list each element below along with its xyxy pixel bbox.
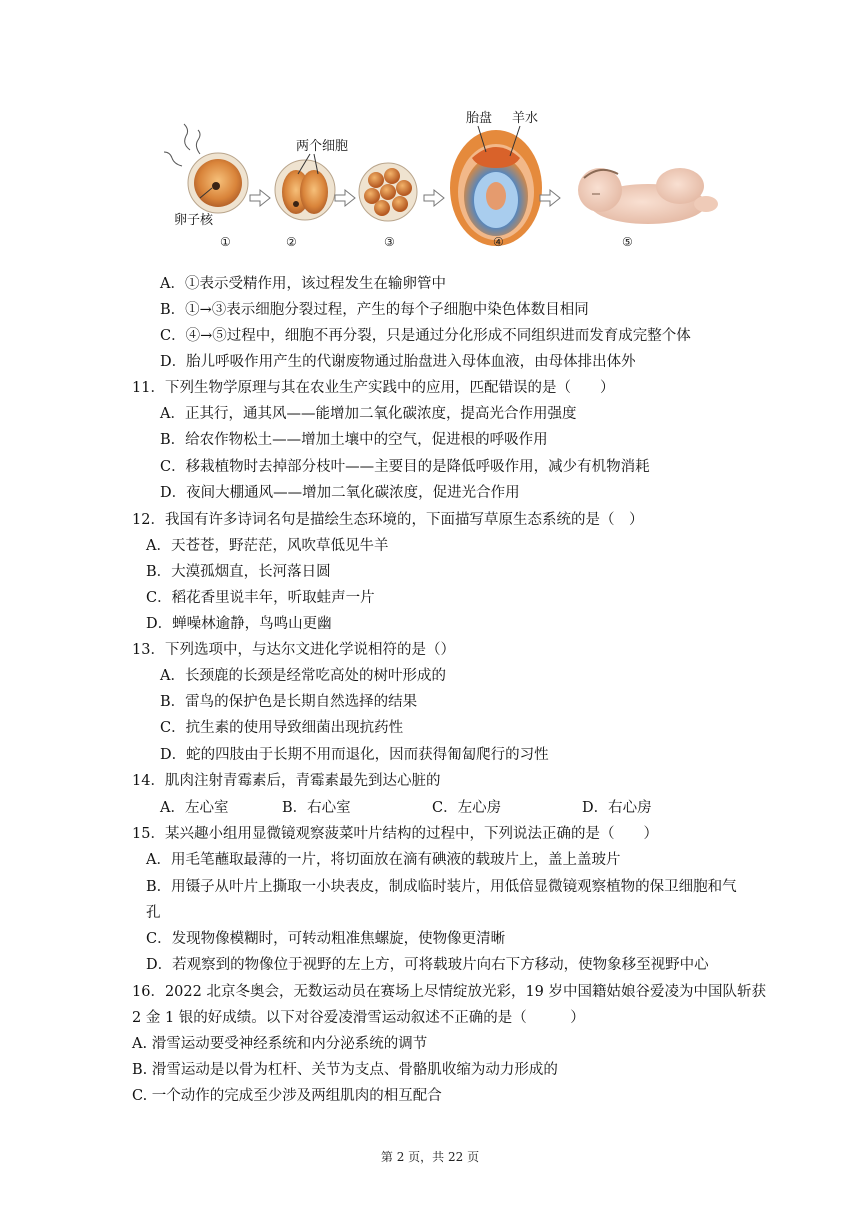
arrow-icon (250, 190, 270, 206)
q12-stem: 12．我国有许多诗词名句是描绘生态环境的，下面描写草原生态系统的是（ ） (132, 512, 644, 528)
q14-stem: 14．肌肉注射青霉素后，青霉素最先到达心脏的 (132, 773, 441, 789)
q14-option-b: B．右心室 (282, 800, 351, 816)
step-number-1: ① (220, 235, 231, 249)
q13-option-c: C．抗生素的使用导致细菌出现抗药性 (160, 720, 404, 736)
arrow-icon (335, 190, 355, 206)
step5-baby (578, 168, 718, 224)
q15-stem: 15．某兴趣小组用显微镜观察菠菜叶片结构的过程中，下列说法正确的是（ ） (132, 826, 658, 842)
placenta-label: 胎盘 (466, 111, 493, 126)
q10-option-c: C．④→⑤过程中，细胞不再分裂，只是通过分化形成不同组织进而发育成完整个体 (160, 328, 691, 344)
q11-stem: 11．下列生物学原理与其在农业生产实践中的应用，匹配错误的是（ ） (132, 380, 615, 396)
q12-option-d: D．蝉噪林逾静，鸟鸣山更幽 (146, 616, 332, 632)
q11-option-b: B．给农作物松土——增加土壤中的空气，促进根的呼吸作用 (160, 432, 548, 448)
development-diagram (160, 100, 720, 260)
step-number-2: ② (286, 235, 297, 249)
q15-option-b-line1: B．用镊子从叶片上撕取一小块表皮，制成临时装片，用低倍显微镜观察植物的保卫细胞和气 (146, 879, 737, 895)
q13-option-d: D．蛇的四肢由于长期不用而退化，因而获得匍匐爬行的习性 (160, 747, 549, 763)
q16-stem-line1: 16．2022 北京冬奥会，无数运动员在赛场上尽情绽放光彩，19 岁中国籍姑娘谷爱凌为中国队斩获 (132, 984, 767, 1000)
q11-option-a: A．正其行，通其风——能增加二氧化碳浓度，提高光合作用强度 (160, 406, 577, 422)
q14-option-a: A．左心室 (160, 800, 229, 816)
q10-option-d: D．胎儿呼吸作用产生的代谢废物通过胎盘进入母体血液，由母体排出体外 (160, 354, 636, 370)
q12-option-a: A．天苍苍，野茫茫，风吹草低见牛羊 (146, 538, 389, 554)
arrow-icon (424, 190, 444, 206)
step2-two-cells (275, 154, 335, 220)
q14-option-d: D．右心房 (582, 800, 652, 816)
q13-option-a: A．长颈鹿的长颈是经常吃高处的树叶形成的 (160, 668, 446, 684)
q11-option-d: D．夜间大棚通风——增加二氧化碳浓度，促进光合作用 (160, 485, 520, 501)
egg-nucleus-label: 卵子核 (174, 213, 214, 228)
step-number-5: ⑤ (622, 235, 633, 249)
step-number-3: ③ (384, 235, 395, 249)
step1-egg (164, 124, 248, 213)
step-number-4: ④ (493, 235, 504, 249)
q13-stem: 13．下列选项中，与达尔文进化学说相符的是（） (132, 642, 455, 658)
q15-option-a: A．用毛笔蘸取最薄的一片，将切面放在滴有碘液的载玻片上，盖上盖玻片 (146, 852, 621, 868)
q16-stem-line2: 2 金 1 银的好成绩。以下对谷爱凌滑雪运动叙述不正确的是（ ） (132, 1010, 585, 1026)
q16-option-a: A. 滑雪运动要受神经系统和内分泌系统的调节 (132, 1036, 428, 1052)
q15-option-c: C．发现物像模糊时，可转动粗准焦螺旋，使物像更清晰 (146, 931, 506, 947)
amniotic-fluid-label: 羊水 (512, 111, 539, 126)
q12-option-b: B．大漠孤烟直，长河落日圆 (146, 564, 331, 580)
q10-option-a: A．①表示受精作用，该过程发生在输卵管中 (160, 276, 446, 292)
embryo-development-figure (160, 100, 720, 260)
page-footer: 第 2 页，共 22 页 (380, 1150, 480, 1164)
q16-option-c: C. 一个动作的完成至少涉及两组肌肉的相互配合 (132, 1088, 442, 1104)
arrow-icon (540, 190, 560, 206)
q14-option-c: C．左心房 (432, 800, 502, 816)
step4-fetus-in-uterus (450, 126, 542, 246)
step3-morula (359, 163, 417, 221)
q15-option-b-line2: 孔 (146, 905, 161, 921)
q13-option-b: B．雷鸟的保护色是长期自然选择的结果 (160, 694, 418, 710)
q16-option-b: B. 滑雪运动是以骨为杠杆、关节为支点、骨骼肌收缩为动力形成的 (132, 1062, 558, 1078)
q11-option-c: C．移栽植物时去掉部分枝叶——主要目的是降低呼吸作用，减少有机物消耗 (160, 459, 650, 475)
q12-option-c: C．稻花香里说丰年，听取蛙声一片 (146, 590, 375, 606)
q10-option-b: B．①→③表示细胞分裂过程，产生的每个子细胞中染色体数目相同 (160, 302, 589, 318)
two-cells-label: 两个细胞 (296, 139, 349, 154)
q15-option-d: D．若观察到的物像位于视野的左上方，可将载玻片向右下方移动，使物象移至视野中心 (146, 957, 709, 973)
